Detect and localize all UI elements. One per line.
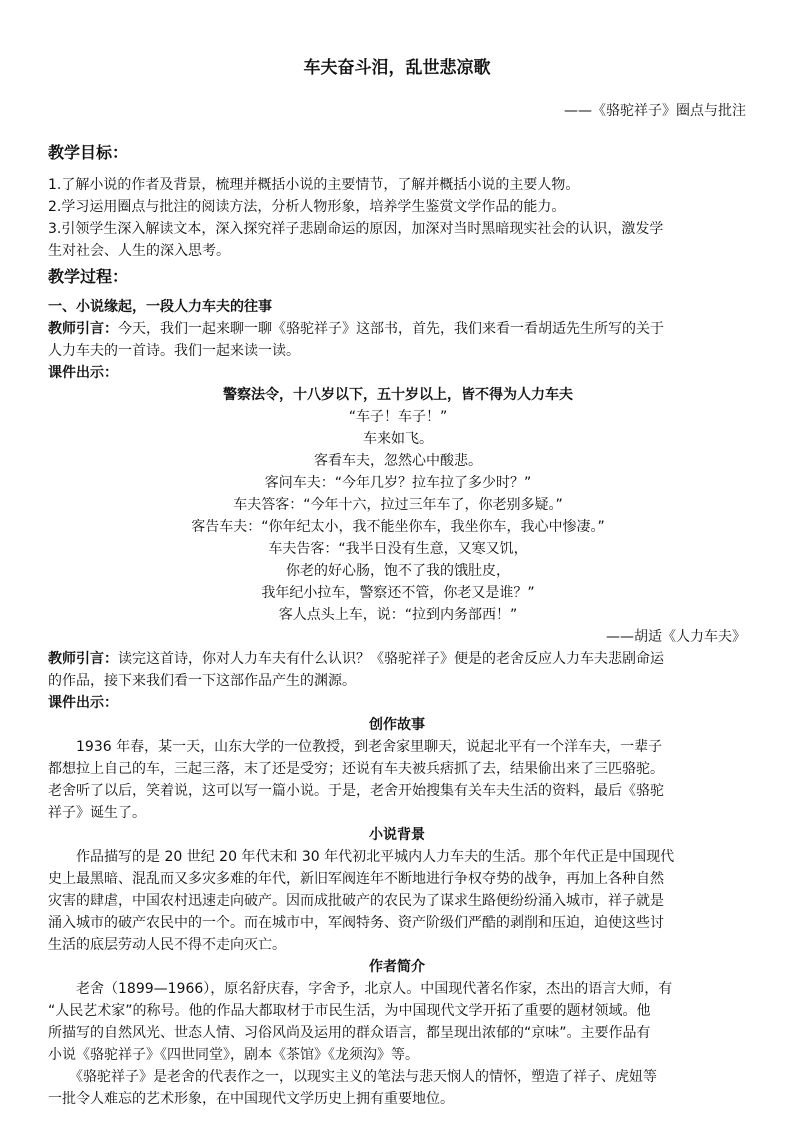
story-line: 祥子》诞生了。: [48, 805, 146, 821]
author-title: 作者简介: [369, 959, 425, 975]
story-title: 创作故事: [369, 717, 425, 733]
poem-line: 客告车夫：“你年纪太小，我不能坐你车，我坐你车，我心中惨凄。”: [191, 519, 605, 535]
goal-item: 1.了解小说的作者及背景，梳理并概括小说的主要情节，了解并概括小说的主要人物。: [48, 177, 580, 193]
process-heading: 教学过程：: [48, 267, 129, 286]
background-line: 灾害的肆虐，中国农村迅速走向破产。因而成批破产的农民为了谋求生路便纷纷涌入城市，祥子就是: [48, 893, 664, 909]
teacher-intro-text: 读完这首诗，你对人力车夫有什么认识？《骆驼祥子》便是的老舍反应人力车夫悲剧命运: [118, 651, 664, 667]
document-title: 车夫奋斗泪，乱世悲凉歌: [303, 58, 491, 78]
teacher-intro-label: 教师引言：: [48, 651, 118, 667]
poem-title: 警察法令，十八岁以下，五十岁以上，皆不得为人力车夫: [223, 387, 573, 403]
story-line: 都想拉上自己的车，三起三落，末了还是受穷；还说有车夫被兵痞抓了去，结果偷出来了三匹骆驼。: [48, 761, 664, 777]
poem-line: 客看车夫，忽然心中酸悲。: [314, 453, 482, 469]
story-paragraph: [48, 736, 748, 824]
background-line: 作品描写的是 20 世纪 20 年代末和 30 年代初北平城内人力车夫的生活。那个年代正是中国现代: [48, 849, 675, 865]
author-line: “人民艺术家”的称号。他的作品大都取材于市民生活，为中国现代文学开拓了重要的题材领域。他: [48, 1003, 651, 1019]
poem-line: 客人点头上车，说：“拉到内务部西！”: [278, 607, 518, 623]
author-line: 老舍（1899—1966），原名舒庆春，字舍予，北京人。中国现代著名作家，杰出的语言大师，有: [48, 981, 673, 997]
background-paragraph: [48, 846, 748, 956]
background-title: 小说背景: [369, 827, 425, 843]
courseware-label: 课件出示：: [48, 695, 118, 711]
section-1-title: 一、小说缘起，一段人力车夫的往事: [48, 299, 272, 315]
poem-line: 车来如飞。: [363, 431, 433, 447]
background-line: 生活的底层劳动人民不得不走向灭亡。: [48, 937, 286, 953]
teacher-intro-label: 教师引言：: [48, 321, 118, 337]
author-paragraph: [48, 978, 748, 1110]
story-line: 1936 年春，某一天，山东大学的一位教授，到老舍家里聊天，说起北平有一个洋车夫，一辈子: [48, 739, 663, 755]
courseware-label: 课件出示：: [48, 365, 118, 381]
teacher-intro-text: 的作品，接下来我们看一下这部作品产生的渊源。: [48, 673, 356, 689]
story-line: 老舍听了以后，笑着说，这可以写一篇小说。于是，老舍开始搜集有关车夫生活的资料，最后《骆驼: [48, 783, 664, 799]
poem-line: 我年纪小拉车，警察还不管，你老又是谁？”: [261, 585, 535, 601]
goals-list: [48, 174, 748, 262]
teacher-intro-text: 今天，我们一起来聊一聊《骆驼祥子》这部书，首先，我们来看一看胡适先生所写的关于: [118, 321, 664, 337]
teacher-intro-2: [48, 648, 748, 670]
teacher-intro-1: [48, 318, 748, 340]
goal-item: 3.引领学生深入解读文本，深入探究祥子悲剧命运的原因，加深对当时黑暗现实社会的认识，激发学: [48, 221, 664, 237]
poem-line: “车子！车子！”: [348, 409, 448, 425]
poem-line: 车夫答客：“今年十六，拉过三年车了，你老别多疑。”: [233, 497, 563, 513]
poem-attribution: ——胡适《人力车夫》: [606, 629, 746, 645]
goals-heading: 教学目标：: [48, 143, 129, 162]
author-line: 所描写的自然风光、世态人情、习俗风尚及运用的群众语言，都呈现出浓郁的“京味”。主要作品有: [48, 1025, 651, 1041]
document-subtitle: ——《骆驼祥子》圈点与批注: [564, 103, 746, 119]
background-line: 涌入城市的破产农民中的一个。而在城市中，军阀特务、资产阶级们严酷的剥削和压迫，迫使这些讨: [48, 915, 664, 931]
poem: [48, 384, 748, 626]
author-line: 一批令人难忘的艺术形象，在中国现代文学历史上拥有重要地位。: [48, 1091, 454, 1107]
background-line: 史上最黑暗、混乱而又多灾多难的年代，新旧军阀连年不断地进行争权夺势的战争，再加上各种自然: [48, 871, 664, 887]
goal-item: 生对社会、人生的深入思考。: [48, 243, 230, 259]
goal-item: 2.学习运用圈点与批注的阅读方法，分析人物形象，培养学生鉴赏文学作品的能力。: [48, 199, 566, 215]
author-line: 小说《骆驼祥子》《四世同堂》，剧本《茶馆》《龙须沟》等。: [48, 1047, 419, 1063]
poem-line: 客问车夫：“今年几岁？拉车拉了多少时？”: [264, 475, 532, 491]
teacher-intro-2-block: [48, 648, 748, 714]
poem-line: 车夫告客：“我半日没有生意，又寒又饥，: [268, 541, 528, 557]
poem-line: 你老的好心肠，饱不了我的饿肚皮，: [286, 563, 510, 579]
author-line: 《骆驼祥子》是老舍的代表作之一，以现实主义的笔法与悲天悯人的情怀，塑造了祥子、虎妞等: [48, 1069, 657, 1085]
section-1: [48, 296, 748, 384]
teacher-intro-text: 人力车夫的一首诗。我们一起来读一读。: [48, 343, 300, 359]
